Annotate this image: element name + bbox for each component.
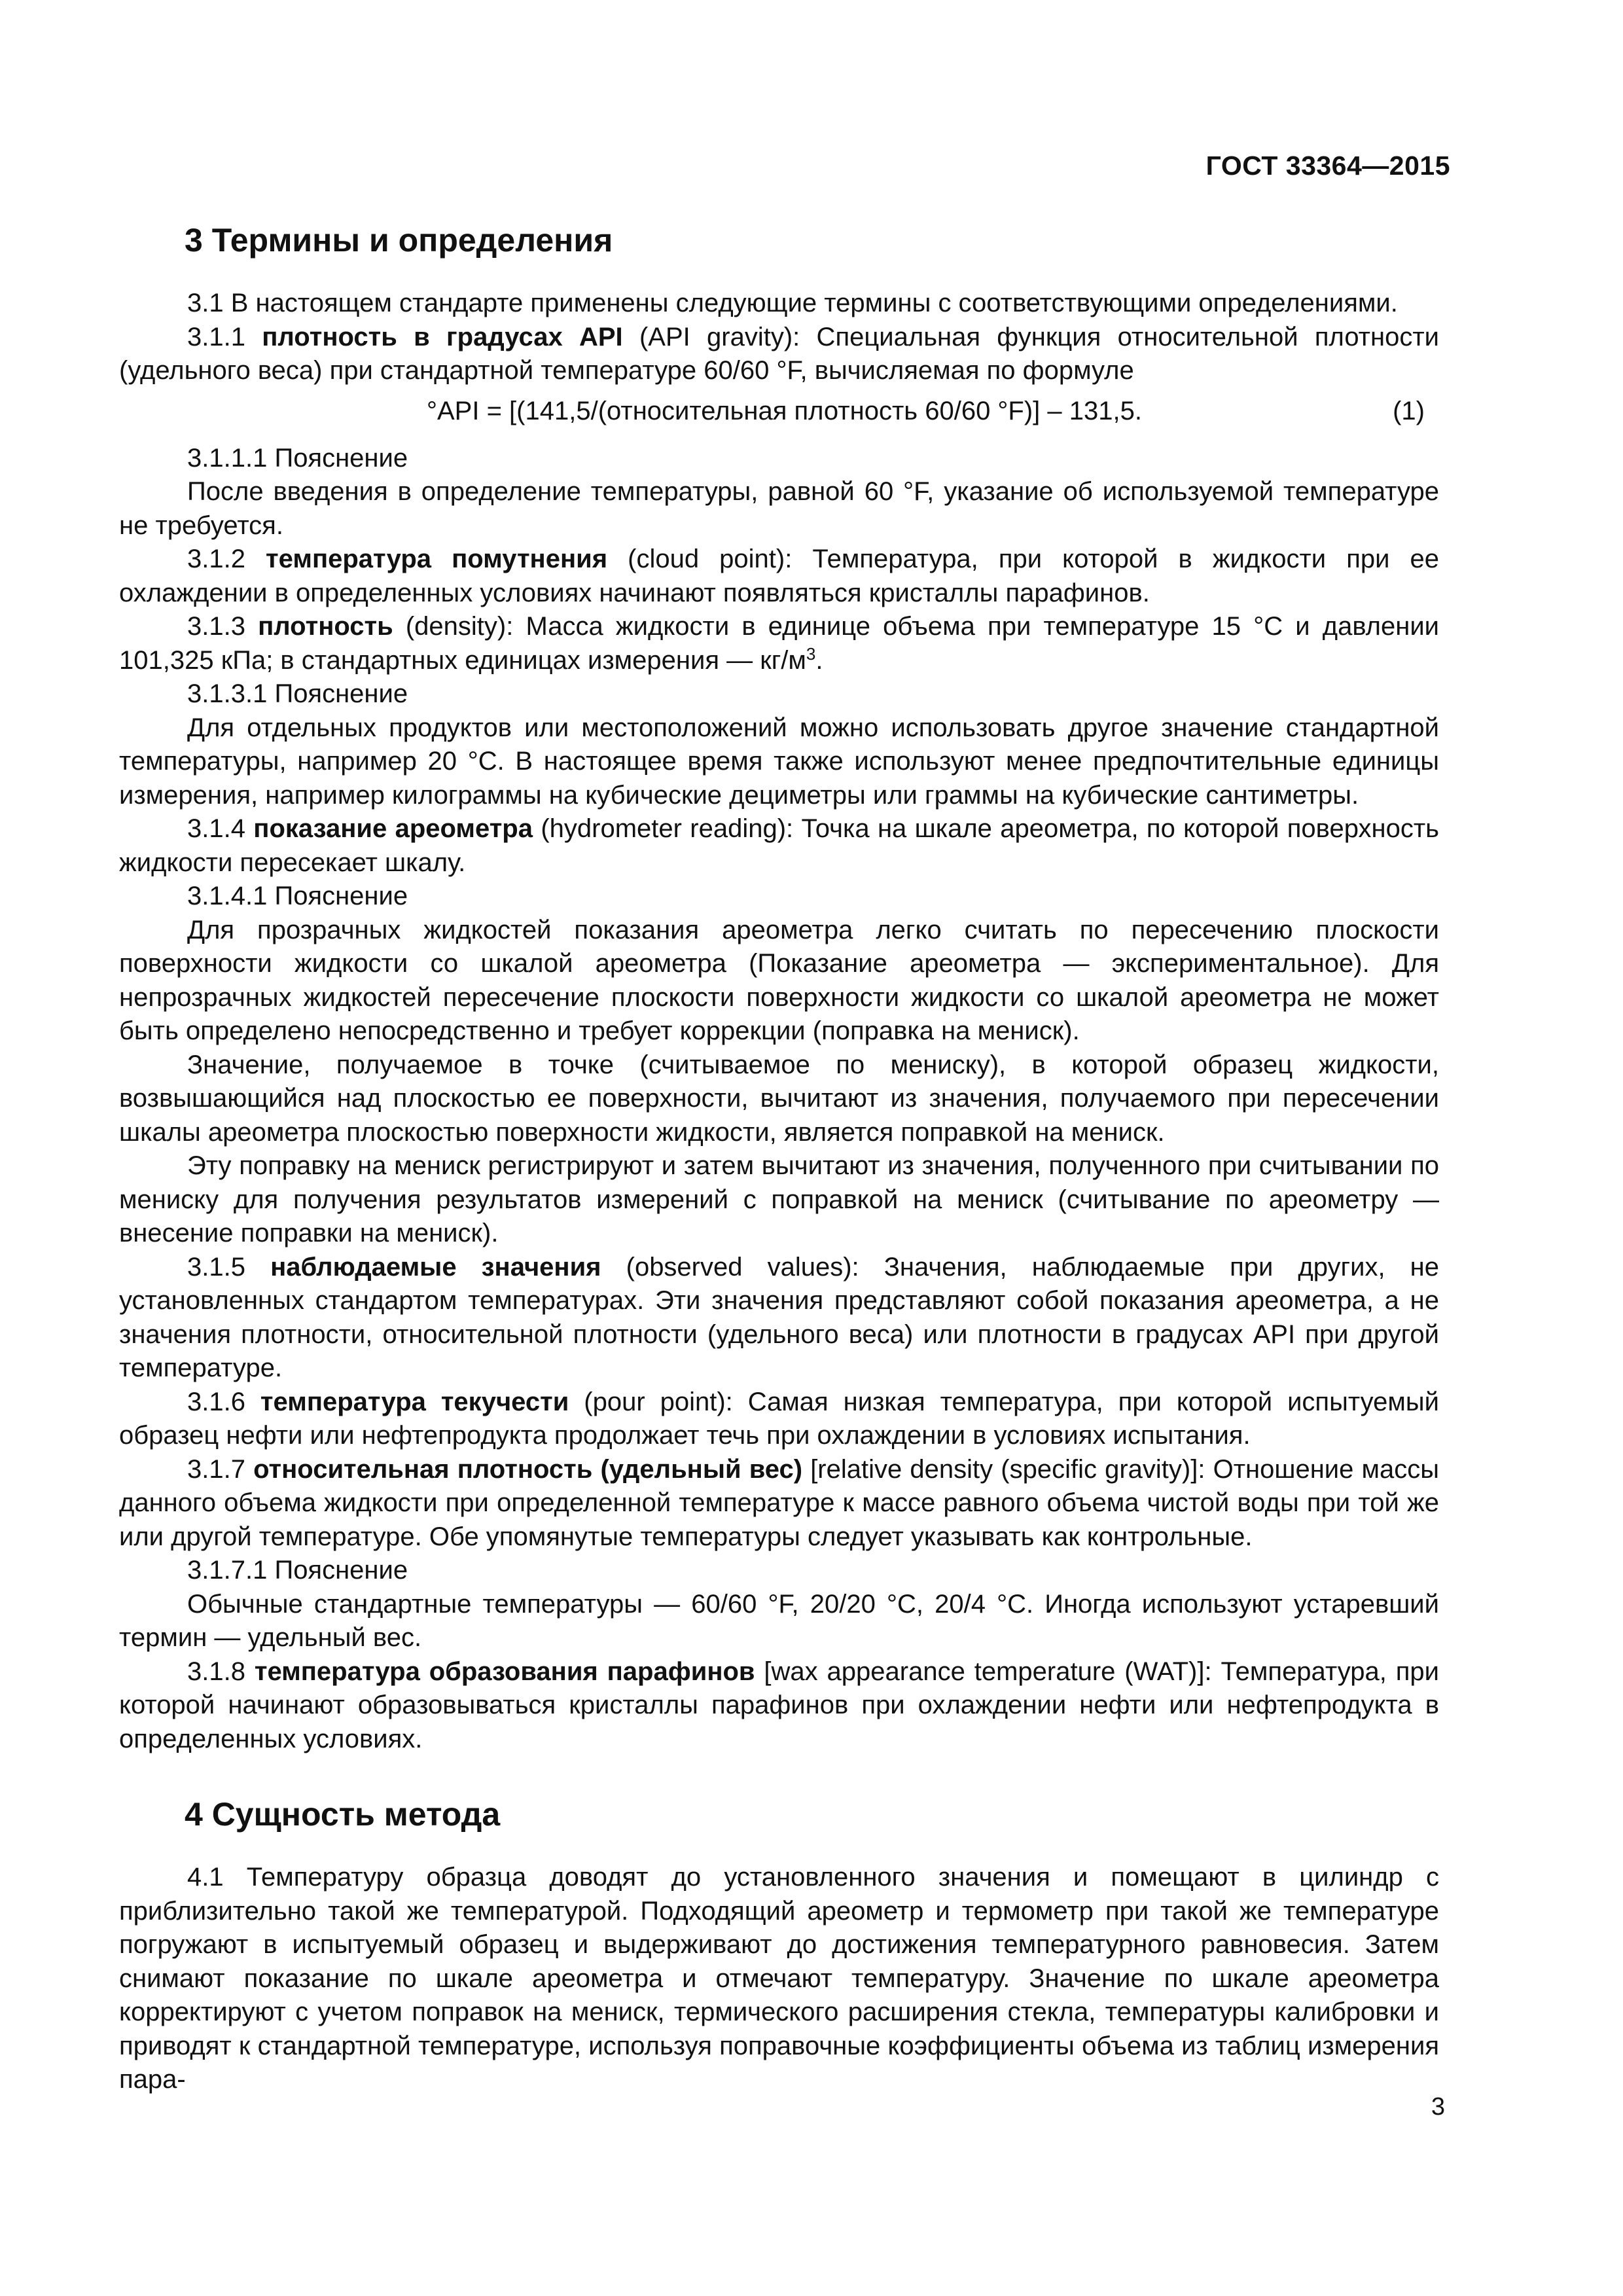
formula-number: (1) [1393, 396, 1425, 425]
term-end: . [815, 645, 823, 675]
section-3-title: 3 Термины и определения [185, 222, 613, 259]
term-definition: (cloud point): Температура, при которой в жидкости при ее охлаждении в определенных условиях начинают появляться кристаллы парафинов. [119, 545, 1440, 607]
term-number: 3.1.5 [187, 1252, 271, 1282]
term-3-1-3 [119, 610, 1439, 677]
term-3-1-1 [119, 321, 1439, 388]
note-3-1-7-1-label: 3.1.7.1 Пояснение [187, 1556, 408, 1585]
term-number: 3.1.3 [187, 612, 259, 641]
page-number: 3 [1431, 2093, 1445, 2121]
term-definition: (hydrometer reading): Точка на шкале ареометра, по которой поверхность жидкости пересекает шкалу. [119, 814, 1439, 877]
term-3-1-8 [119, 1655, 1439, 1757]
term-definition: (API gravity): Специальная функция относительной плотности (удельного веса) при стандартной температуре 60/60 °F, вычисляемая по формуле [119, 322, 1440, 385]
document-body [119, 220, 1439, 2097]
note-3-1-3-1-label: 3.1.3.1 Пояснение [187, 679, 408, 708]
term-name: температура образования парафинов [254, 1657, 755, 1686]
term-definition: (observed values): Значения, наблюдаемые при других, не установленных стандартом температурах. Эти значения представляют собой показания ареометра, а не значения плотности, относительной плотности (удельного веса) или плотности в градусах API при другой температуре. [119, 1252, 1440, 1382]
term-name: температура текучести [260, 1387, 569, 1416]
term-3-1-7 [119, 1453, 1439, 1554]
term-name: показание ареометра [253, 814, 533, 843]
term-3-1-4 [119, 812, 1439, 880]
term-name: температура помутнения [266, 545, 608, 573]
term-3-1-6 [119, 1386, 1439, 1453]
note-3-1-3-1-text: Для отдельных продуктов или местоположений можно использовать другое значение стандартной температуры, например 20 °С. В настоящее время также используют менее предпочтительные единицы измерения, например килограммы на кубические дециметры или граммы на кубические сантиметры. [119, 713, 1439, 810]
term-number: 3.1.4 [187, 814, 254, 843]
term-name: плотность в градусах API [262, 322, 623, 351]
section-4-title: 4 Сущность метода [185, 1796, 501, 1833]
note-3-1-4-1-p2: Значение, получаемое в точке (считываемое по мениску), в которой образец жидкости, возвышающийся над плоскостью ее поверхности, вычитают из значения, получаемого при пересечении шкалы ареометра плоскостью поверхности жидкости, является поправкой на мениск. [119, 1050, 1439, 1147]
superscript: 3 [806, 643, 816, 664]
note-3-1-4-1-p1: Для прозрачных жидкостей показания ареометра легко считать по пересечению плоскости поверхности жидкости со шкалой ареометра (Показание ареометра — экспериментальное). Для непрозрачных жидкостей пересечение плоскости поверхности жидкости со шкалой ареометра не может быть определено непосредственно и требует коррекции (поправка на мениск). [119, 915, 1439, 1045]
term-number: 3.1.8 [187, 1657, 255, 1686]
term-name: наблюдаемые значения [270, 1252, 601, 1282]
note-3-1-4-1-p3: Эту поправку на мениск регистрируют и затем вычитают из значения, полученного при считывании по мениску для получения результатов измерений с поправкой на мениск (считывание по ареометру — внесение поправки на мениск). [119, 1151, 1439, 1247]
term-number: 3.1.6 [187, 1387, 260, 1416]
term-name: плотность [258, 612, 393, 641]
term-name: относительная плотность (удельный вес) [253, 1454, 803, 1484]
formula-text: °API = [(141,5/(относительная плотность 60/60 °F)] – 131,5. [427, 396, 1142, 425]
term-3-1-5 [119, 1251, 1439, 1386]
note-3-1-7-1-text: Обычные стандартные температуры — 60/60 °F, 20/20 °С, 20/4 °С. Иногда используют устаревший термин — удельный вес. [119, 1589, 1439, 1652]
note-3-1-1-1-text: После введения в определение температуры, равной 60 °F, указание об используемой температуре не требуется. [119, 477, 1439, 540]
term-number: 3.1.2 [187, 545, 266, 573]
paragraph-4-1: 4.1 Температуру образца доводят до установленного значения и помещают в цилиндр с приблизительно такой же температурой. Подходящий ареометр и термометр при такой же температуре погружают в испытуемый образец и выдерживают до достижения температурного равновесия. Затем снимают показание по шкале ареометра и отмечают температуру. Значение по шкале ареометра корректируют с учетом поправок на мениск, термического расширения стекла, температуры калибровки и приводят к стандартной температуре, используя поправочные коэффициенты объема из таблиц измерения пара- [119, 1863, 1439, 2094]
term-number: 3.1.1 [187, 322, 262, 351]
term-3-1-2 [119, 543, 1439, 610]
term-definition: (pour point): Самая низкая температура, при которой испытуемый образец нефти или нефтепродукта продолжает течь при охлаждении в условиях испытания. [119, 1387, 1439, 1450]
document-header: ГОСТ 33364—2015 [1205, 151, 1450, 181]
formula-1 [119, 395, 1439, 430]
term-number: 3.1.7 [187, 1454, 254, 1484]
note-3-1-4-1-label: 3.1.4.1 Пояснение [187, 882, 408, 910]
paragraph-3-1: 3.1 В настоящем стандарте применены следующие термины с соответствующими определениями. [187, 289, 1398, 317]
term-definition: [relative density (specific gravity)]: Отношение массы данного объема жидкости при определенной температуре к массе равного объема чистой воды при той же или другой температуре. Обе упомянутые температуры следует указывать как контрольные. [119, 1454, 1440, 1551]
term-definition: (density): Масса жидкости в единице объема при температуре 15 °С и давлении 101,325 кПа; в стандартных единицах измерения — кг/м [119, 612, 1440, 675]
term-definition: [wax appearance temperature (WAT)]: Температура, при которой начинают образовываться кристаллы парафинов при охлаждении нефти или нефтепродукта в определенных условиях. [119, 1657, 1439, 1753]
note-3-1-1-1-label: 3.1.1.1 Пояснение [187, 443, 408, 473]
